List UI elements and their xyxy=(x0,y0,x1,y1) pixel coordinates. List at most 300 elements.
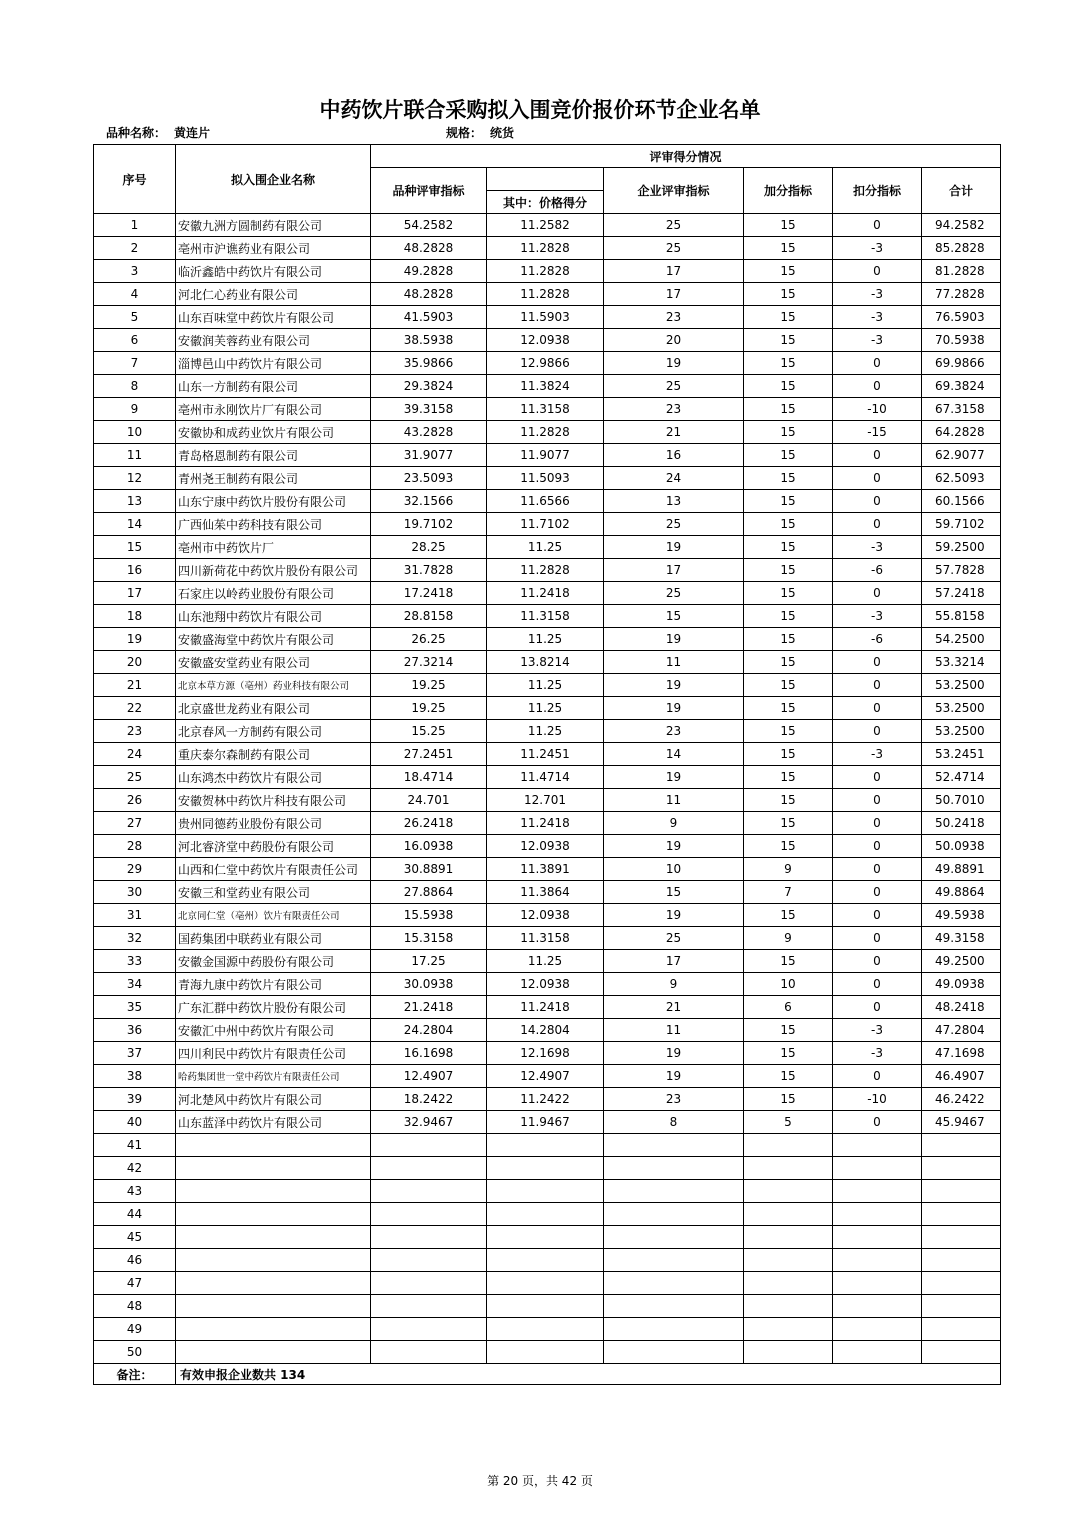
table-row xyxy=(94,881,1001,904)
cell-bonus xyxy=(744,1341,833,1364)
cell-deduction: 0 xyxy=(833,582,922,605)
cell-enterprise-score: 25 xyxy=(604,375,744,398)
cell-company xyxy=(176,1180,371,1203)
cell-total: 69.3824 xyxy=(922,375,1001,398)
table-row xyxy=(94,1180,1001,1203)
cell-total: 77.2828 xyxy=(922,283,1001,306)
cell-total: 64.2828 xyxy=(922,421,1001,444)
table-row xyxy=(94,559,1001,582)
cell-bonus: 15 xyxy=(744,835,833,858)
cell-deduction: 0 xyxy=(833,812,922,835)
cell-deduction: -3 xyxy=(833,329,922,352)
cell-company: 安徽金国源中药股份有限公司 xyxy=(176,950,371,973)
cell-price-score: 11.4714 xyxy=(487,766,604,789)
cell-bonus: 15 xyxy=(744,674,833,697)
spec-value: 统货 xyxy=(490,126,515,140)
cell-seq: 23 xyxy=(94,720,176,743)
cell-total xyxy=(922,1295,1001,1318)
table-row xyxy=(94,329,1001,352)
cell-company: 重庆泰尔森制药有限公司 xyxy=(176,743,371,766)
cell-price-score: 13.8214 xyxy=(487,651,604,674)
cell-seq: 19 xyxy=(94,628,176,651)
cell-total: 76.5903 xyxy=(922,306,1001,329)
page-title: 中药饮片联合采购拟入围竞价报价环节企业名单 xyxy=(319,97,761,122)
variety-meta xyxy=(106,124,210,141)
cell-deduction: 0 xyxy=(833,858,922,881)
cell-seq: 36 xyxy=(94,1019,176,1042)
cell-total: 59.7102 xyxy=(922,513,1001,536)
cell-enterprise-score xyxy=(604,1157,744,1180)
cell-company: 山东鸿杰中药饮片有限公司 xyxy=(176,766,371,789)
cell-total: 85.2828 xyxy=(922,237,1001,260)
table-row xyxy=(94,1272,1001,1295)
cell-deduction: -3 xyxy=(833,283,922,306)
cell-price-score: 11.2828 xyxy=(487,559,604,582)
cell-total: 60.1566 xyxy=(922,490,1001,513)
cell-deduction: 0 xyxy=(833,881,922,904)
cell-price-score: 12.9866 xyxy=(487,352,604,375)
cell-variety-score: 15.25 xyxy=(371,720,487,743)
cell-variety-score: 28.8158 xyxy=(371,605,487,628)
cell-price-score: 11.3864 xyxy=(487,881,604,904)
cell-bonus: 10 xyxy=(744,973,833,996)
cell-seq: 21 xyxy=(94,674,176,697)
cell-bonus: 15 xyxy=(744,743,833,766)
cell-variety-score: 30.0938 xyxy=(371,973,487,996)
cell-price-score: 11.2418 xyxy=(487,996,604,1019)
cell-deduction xyxy=(833,1318,922,1341)
cell-seq: 3 xyxy=(94,260,176,283)
cell-total: 49.2500 xyxy=(922,950,1001,973)
cell-seq: 38 xyxy=(94,1065,176,1088)
table-row xyxy=(94,283,1001,306)
cell-company: 贵州同德药业股份有限公司 xyxy=(176,812,371,835)
cell-company: 亳州市沪谯药业有限公司 xyxy=(176,237,371,260)
cell-seq: 14 xyxy=(94,513,176,536)
cell-total xyxy=(922,1249,1001,1272)
page-footer: 第 20 页，共 42 页 xyxy=(487,1474,593,1488)
cell-total xyxy=(922,1272,1001,1295)
table-row xyxy=(94,582,1001,605)
cell-enterprise-score: 19 xyxy=(604,835,744,858)
cell-enterprise-score xyxy=(604,1318,744,1341)
cell-variety-score: 30.8891 xyxy=(371,858,487,881)
cell-deduction: 0 xyxy=(833,904,922,927)
cell-bonus xyxy=(744,1203,833,1226)
cell-total: 62.5093 xyxy=(922,467,1001,490)
cell-bonus: 15 xyxy=(744,237,833,260)
cell-deduction: 0 xyxy=(833,260,922,283)
cell-seq: 28 xyxy=(94,835,176,858)
cell-bonus: 15 xyxy=(744,720,833,743)
cell-seq: 15 xyxy=(94,536,176,559)
table-row xyxy=(94,467,1001,490)
cell-price-score: 12.701 xyxy=(487,789,604,812)
cell-variety-score: 16.1698 xyxy=(371,1042,487,1065)
cell-price-score: 11.2418 xyxy=(487,812,604,835)
table-row xyxy=(94,674,1001,697)
cell-seq: 8 xyxy=(94,375,176,398)
table-row xyxy=(94,536,1001,559)
cell-total: 67.3158 xyxy=(922,398,1001,421)
cell-price-score xyxy=(487,1203,604,1226)
cell-price-score: 11.3158 xyxy=(487,927,604,950)
cell-enterprise-score: 14 xyxy=(604,743,744,766)
cell-price-score xyxy=(487,1226,604,1249)
cell-company: 北京盛世龙药业有限公司 xyxy=(176,697,371,720)
cell-total: 47.2804 xyxy=(922,1019,1001,1042)
cell-deduction: -3 xyxy=(833,536,922,559)
cell-bonus: 15 xyxy=(744,444,833,467)
cell-bonus: 15 xyxy=(744,1019,833,1042)
cell-company: 青州尧王制药有限公司 xyxy=(176,467,371,490)
cell-company: 安徽三和堂药业有限公司 xyxy=(176,881,371,904)
cell-company: 四川利民中药饮片有限责任公司 xyxy=(176,1042,371,1065)
cell-seq: 1 xyxy=(94,214,176,237)
cell-seq: 45 xyxy=(94,1226,176,1249)
cell-price-score: 11.2828 xyxy=(487,421,604,444)
cell-enterprise-score: 25 xyxy=(604,927,744,950)
cell-deduction: -3 xyxy=(833,306,922,329)
cell-price-score: 11.9077 xyxy=(487,444,604,467)
cell-price-score: 11.2451 xyxy=(487,743,604,766)
cell-company: 亳州市永刚饮片厂有限公司 xyxy=(176,398,371,421)
cell-seq: 32 xyxy=(94,927,176,950)
cell-deduction: 0 xyxy=(833,720,922,743)
cell-deduction xyxy=(833,1180,922,1203)
cell-variety-score: 24.2804 xyxy=(371,1019,487,1042)
cell-company: 哈药集团世一堂中药饮片有限责任公司 xyxy=(176,1065,371,1088)
table-row xyxy=(94,835,1001,858)
cell-seq: 24 xyxy=(94,743,176,766)
cell-variety-score: 19.7102 xyxy=(371,513,487,536)
cell-price-score: 11.25 xyxy=(487,536,604,559)
table-row xyxy=(94,1318,1001,1341)
cell-variety-score xyxy=(371,1203,487,1226)
cell-price-score xyxy=(487,1295,604,1318)
cell-price-score: 11.2828 xyxy=(487,237,604,260)
cell-price-score xyxy=(487,1318,604,1341)
cell-seq: 29 xyxy=(94,858,176,881)
cell-company: 安徽协和成药业饮片有限公司 xyxy=(176,421,371,444)
cell-total xyxy=(922,1226,1001,1249)
cell-variety-score: 32.1566 xyxy=(371,490,487,513)
cell-enterprise-score: 17 xyxy=(604,260,744,283)
cell-deduction xyxy=(833,1226,922,1249)
cell-total xyxy=(922,1341,1001,1364)
table-row xyxy=(94,421,1001,444)
cell-variety-score: 15.3158 xyxy=(371,927,487,950)
table-row xyxy=(94,1341,1001,1364)
table-row xyxy=(94,789,1001,812)
cell-total xyxy=(922,1203,1001,1226)
cell-company: 安徽润芙蓉药业有限公司 xyxy=(176,329,371,352)
table-row xyxy=(94,260,1001,283)
cell-price-score: 11.2418 xyxy=(487,582,604,605)
cell-total: 50.2418 xyxy=(922,812,1001,835)
table-row xyxy=(94,1295,1001,1318)
cell-price-score xyxy=(487,1134,604,1157)
cell-total: 48.2418 xyxy=(922,996,1001,1019)
cell-total: 47.1698 xyxy=(922,1042,1001,1065)
cell-seq: 27 xyxy=(94,812,176,835)
cell-variety-score: 38.5938 xyxy=(371,329,487,352)
cell-enterprise-score: 11 xyxy=(604,789,744,812)
cell-company: 青海九康中药饮片有限公司 xyxy=(176,973,371,996)
cell-seq: 30 xyxy=(94,881,176,904)
cell-variety-score xyxy=(371,1272,487,1295)
cell-bonus: 5 xyxy=(744,1111,833,1134)
cell-total: 53.2500 xyxy=(922,720,1001,743)
header-bonus: 加分指标 xyxy=(744,168,833,214)
header-price-spacer xyxy=(487,168,604,191)
cell-variety-score: 16.0938 xyxy=(371,835,487,858)
cell-variety-score: 26.25 xyxy=(371,628,487,651)
cell-enterprise-score: 13 xyxy=(604,490,744,513)
cell-variety-score xyxy=(371,1318,487,1341)
cell-seq: 22 xyxy=(94,697,176,720)
table-row xyxy=(94,214,1001,237)
cell-deduction xyxy=(833,1272,922,1295)
cell-total: 54.2500 xyxy=(922,628,1001,651)
cell-bonus: 15 xyxy=(744,490,833,513)
cell-deduction: -10 xyxy=(833,398,922,421)
cell-price-score: 11.3158 xyxy=(487,398,604,421)
cell-total: 45.9467 xyxy=(922,1111,1001,1134)
cell-variety-score xyxy=(371,1134,487,1157)
cell-total xyxy=(922,1157,1001,1180)
cell-variety-score: 31.7828 xyxy=(371,559,487,582)
cell-seq: 48 xyxy=(94,1295,176,1318)
cell-company: 国药集团中联药业有限公司 xyxy=(176,927,371,950)
cell-seq: 17 xyxy=(94,582,176,605)
cell-variety-score: 12.4907 xyxy=(371,1065,487,1088)
cell-deduction xyxy=(833,1157,922,1180)
header-deduction: 扣分指标 xyxy=(833,168,922,214)
cell-bonus: 15 xyxy=(744,467,833,490)
cell-total: 53.2500 xyxy=(922,697,1001,720)
cell-seq: 6 xyxy=(94,329,176,352)
cell-company: 安徽盛安堂药业有限公司 xyxy=(176,651,371,674)
cell-price-score: 11.5093 xyxy=(487,467,604,490)
cell-company xyxy=(176,1226,371,1249)
cell-variety-score xyxy=(371,1157,487,1180)
cell-enterprise-score: 16 xyxy=(604,444,744,467)
cell-company: 北京春风一方制药有限公司 xyxy=(176,720,371,743)
table-row xyxy=(94,812,1001,835)
cell-variety-score: 19.25 xyxy=(371,697,487,720)
table-header xyxy=(94,145,1001,214)
cell-deduction: 0 xyxy=(833,651,922,674)
cell-company xyxy=(176,1249,371,1272)
cell-deduction: -6 xyxy=(833,559,922,582)
cell-price-score: 12.0938 xyxy=(487,904,604,927)
cell-deduction xyxy=(833,1203,922,1226)
cell-bonus: 15 xyxy=(744,766,833,789)
cell-price-score xyxy=(487,1341,604,1364)
cell-enterprise-score: 19 xyxy=(604,628,744,651)
table-row xyxy=(94,996,1001,1019)
table-row xyxy=(94,306,1001,329)
cell-enterprise-score: 10 xyxy=(604,858,744,881)
cell-bonus: 15 xyxy=(744,1088,833,1111)
table-row xyxy=(94,605,1001,628)
cell-total: 57.2418 xyxy=(922,582,1001,605)
cell-deduction: 0 xyxy=(833,1065,922,1088)
cell-seq: 42 xyxy=(94,1157,176,1180)
cell-bonus xyxy=(744,1249,833,1272)
cell-deduction: -3 xyxy=(833,237,922,260)
cell-deduction: 0 xyxy=(833,513,922,536)
cell-enterprise-score: 23 xyxy=(604,306,744,329)
cell-bonus: 15 xyxy=(744,352,833,375)
cell-enterprise-score xyxy=(604,1249,744,1272)
cell-seq: 20 xyxy=(94,651,176,674)
cell-variety-score: 28.25 xyxy=(371,536,487,559)
cell-enterprise-score: 9 xyxy=(604,812,744,835)
cell-variety-score: 39.3158 xyxy=(371,398,487,421)
cell-bonus xyxy=(744,1226,833,1249)
cell-variety-score xyxy=(371,1180,487,1203)
cell-seq: 2 xyxy=(94,237,176,260)
cell-deduction: -10 xyxy=(833,1088,922,1111)
cell-deduction: 0 xyxy=(833,835,922,858)
table-row xyxy=(94,973,1001,996)
cell-enterprise-score: 11 xyxy=(604,651,744,674)
cell-price-score: 11.25 xyxy=(487,950,604,973)
header-price-score: 其中：价格得分 xyxy=(487,191,604,214)
cell-deduction: 0 xyxy=(833,375,922,398)
cell-enterprise-score: 19 xyxy=(604,697,744,720)
table-row xyxy=(94,628,1001,651)
cell-seq: 11 xyxy=(94,444,176,467)
cell-total: 53.2451 xyxy=(922,743,1001,766)
cell-total: 49.8891 xyxy=(922,858,1001,881)
table-row xyxy=(94,858,1001,881)
cell-enterprise-score: 11 xyxy=(604,1019,744,1042)
cell-seq: 7 xyxy=(94,352,176,375)
cell-price-score xyxy=(487,1249,604,1272)
cell-total: 46.4907 xyxy=(922,1065,1001,1088)
cell-seq: 33 xyxy=(94,950,176,973)
cell-variety-score: 27.3214 xyxy=(371,651,487,674)
cell-bonus: 7 xyxy=(744,881,833,904)
table-row xyxy=(94,352,1001,375)
cell-deduction: 0 xyxy=(833,973,922,996)
cell-deduction xyxy=(833,1341,922,1364)
cell-price-score xyxy=(487,1180,604,1203)
cell-seq: 44 xyxy=(94,1203,176,1226)
cell-enterprise-score: 19 xyxy=(604,674,744,697)
cell-total: 62.9077 xyxy=(922,444,1001,467)
cell-seq: 25 xyxy=(94,766,176,789)
cell-bonus: 15 xyxy=(744,1065,833,1088)
cell-deduction: 0 xyxy=(833,352,922,375)
variety-value: 黄连片 xyxy=(174,126,211,140)
table-row xyxy=(94,1249,1001,1272)
cell-company: 安徽九洲方圆制药有限公司 xyxy=(176,214,371,237)
cell-total: 52.4714 xyxy=(922,766,1001,789)
cell-company: 安徽盛海堂中药饮片有限公司 xyxy=(176,628,371,651)
cell-seq: 43 xyxy=(94,1180,176,1203)
cell-deduction: 0 xyxy=(833,950,922,973)
cell-variety-score: 17.25 xyxy=(371,950,487,973)
cell-deduction: 0 xyxy=(833,766,922,789)
cell-company: 青岛格恩制药有限公司 xyxy=(176,444,371,467)
cell-bonus xyxy=(744,1134,833,1157)
table-footer xyxy=(94,1364,1001,1385)
cell-enterprise-score: 25 xyxy=(604,513,744,536)
cell-seq: 35 xyxy=(94,996,176,1019)
cell-seq: 39 xyxy=(94,1088,176,1111)
cell-variety-score: 15.5938 xyxy=(371,904,487,927)
cell-enterprise-score: 23 xyxy=(604,1088,744,1111)
cell-seq: 9 xyxy=(94,398,176,421)
cell-bonus: 15 xyxy=(744,904,833,927)
cell-enterprise-score xyxy=(604,1272,744,1295)
table-row xyxy=(94,766,1001,789)
cell-bonus: 9 xyxy=(744,858,833,881)
cell-price-score: 12.1698 xyxy=(487,1042,604,1065)
cell-variety-score xyxy=(371,1295,487,1318)
cell-seq: 13 xyxy=(94,490,176,513)
cell-deduction: 0 xyxy=(833,674,922,697)
cell-seq: 10 xyxy=(94,421,176,444)
cell-enterprise-score xyxy=(604,1226,744,1249)
cell-seq: 18 xyxy=(94,605,176,628)
cell-variety-score: 49.2828 xyxy=(371,260,487,283)
cell-company: 河北睿济堂中药股份有限公司 xyxy=(176,835,371,858)
cell-enterprise-score xyxy=(604,1180,744,1203)
cell-total: 50.0938 xyxy=(922,835,1001,858)
table-row xyxy=(94,720,1001,743)
table-row xyxy=(94,490,1001,513)
cell-bonus xyxy=(744,1318,833,1341)
cell-deduction: 0 xyxy=(833,996,922,1019)
score-table xyxy=(93,144,1001,1385)
cell-variety-score: 23.5093 xyxy=(371,467,487,490)
cell-price-score: 12.0938 xyxy=(487,835,604,858)
cell-deduction: -3 xyxy=(833,1042,922,1065)
cell-deduction xyxy=(833,1249,922,1272)
cell-company: 山东蓝泽中药饮片有限公司 xyxy=(176,1111,371,1134)
cell-variety-score xyxy=(371,1249,487,1272)
cell-bonus: 15 xyxy=(744,559,833,582)
cell-deduction xyxy=(833,1295,922,1318)
table-row xyxy=(94,1019,1001,1042)
cell-company xyxy=(176,1272,371,1295)
table-row xyxy=(94,1203,1001,1226)
cell-company: 临沂鑫皓中药饮片有限公司 xyxy=(176,260,371,283)
cell-bonus: 15 xyxy=(744,1042,833,1065)
header-variety-score: 品种评审指标 xyxy=(371,168,487,214)
cell-seq: 41 xyxy=(94,1134,176,1157)
table-row xyxy=(94,375,1001,398)
cell-deduction: 0 xyxy=(833,1111,922,1134)
cell-seq: 31 xyxy=(94,904,176,927)
cell-variety-score: 48.2828 xyxy=(371,237,487,260)
cell-variety-score: 26.2418 xyxy=(371,812,487,835)
cell-variety-score: 19.25 xyxy=(371,674,487,697)
table-row xyxy=(94,1042,1001,1065)
cell-variety-score: 29.3824 xyxy=(371,375,487,398)
cell-enterprise-score: 25 xyxy=(604,237,744,260)
cell-variety-score xyxy=(371,1341,487,1364)
cell-bonus: 15 xyxy=(744,812,833,835)
cell-price-score: 11.5903 xyxy=(487,306,604,329)
cell-total xyxy=(922,1134,1001,1157)
cell-price-score: 11.25 xyxy=(487,674,604,697)
